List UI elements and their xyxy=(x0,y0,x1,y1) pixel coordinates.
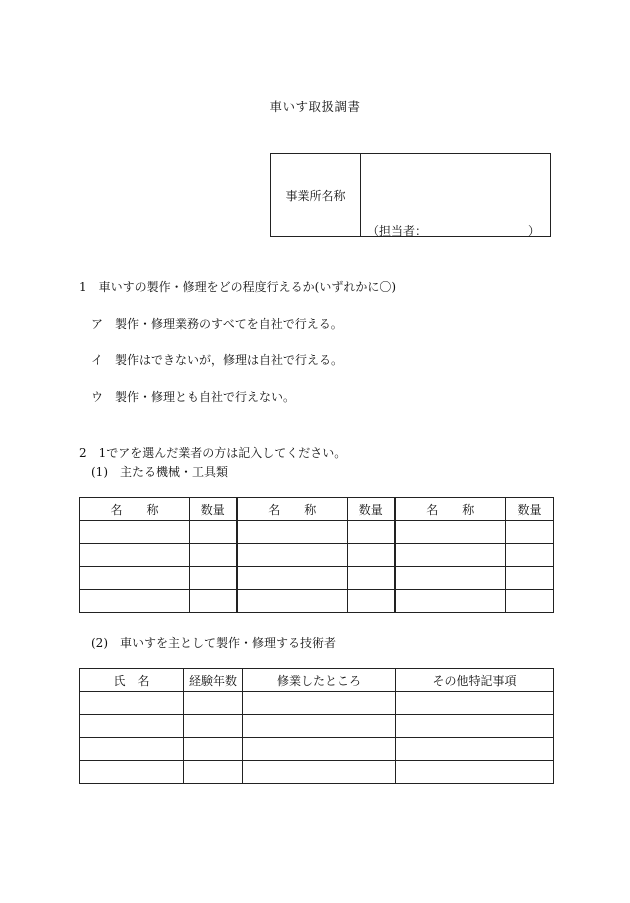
person-in-charge-label: （担当者： xyxy=(367,224,428,238)
table-cell[interactable] xyxy=(396,738,554,761)
table-cell[interactable] xyxy=(237,567,348,590)
section2-heading: 2 1でアを選んだ業者の方は記入してください。 xyxy=(79,446,347,460)
table-row xyxy=(80,738,554,761)
column-header: その他特記事項 xyxy=(396,669,554,692)
table-cell[interactable] xyxy=(395,567,506,590)
table-cell[interactable] xyxy=(237,521,348,544)
table-cell[interactable] xyxy=(395,521,506,544)
section1-heading: 1 車いすの製作・修理をどの程度行えるか(いずれかに〇) xyxy=(79,280,397,294)
table-cell[interactable] xyxy=(190,590,237,613)
table-row xyxy=(80,761,554,784)
table-cell[interactable] xyxy=(396,692,554,715)
table-cell[interactable] xyxy=(506,567,554,590)
table-cell[interactable] xyxy=(190,567,237,590)
column-header: 数量 xyxy=(190,498,237,521)
section2-sub2-heading: (2) 車いすを主として製作・修理する技術者 xyxy=(91,636,336,650)
table-cell[interactable] xyxy=(243,738,396,761)
table-cell[interactable] xyxy=(80,738,184,761)
table-cell[interactable] xyxy=(184,715,243,738)
table-cell[interactable] xyxy=(184,738,243,761)
table-row xyxy=(80,544,554,567)
table-cell[interactable] xyxy=(396,761,554,784)
table-cell[interactable] xyxy=(395,590,506,613)
table-cell[interactable] xyxy=(80,544,190,567)
table-cell[interactable] xyxy=(190,521,237,544)
table-cell[interactable] xyxy=(80,521,190,544)
table-row xyxy=(80,715,554,738)
table-row xyxy=(80,567,554,590)
section1-option-i: イ 製作はできないが，修理は自社で行える。 xyxy=(91,353,344,367)
column-header: 名 称 xyxy=(80,498,190,521)
table-cell[interactable] xyxy=(348,567,395,590)
table-row xyxy=(80,692,554,715)
person-in-charge-close: ） xyxy=(527,224,540,238)
section2-sub1-heading: (1) 主たる機械・工具類 xyxy=(91,465,228,479)
table-cell[interactable] xyxy=(237,544,348,567)
column-header: 数量 xyxy=(506,498,554,521)
table-cell[interactable] xyxy=(184,761,243,784)
table-cell[interactable] xyxy=(506,521,554,544)
table-cell[interactable] xyxy=(506,544,554,567)
document-title: 車いす取扱調書 xyxy=(269,99,361,114)
table-header-row xyxy=(80,669,554,692)
table-cell[interactable] xyxy=(80,590,190,613)
table-header-row xyxy=(80,498,554,521)
table-row xyxy=(80,521,554,544)
table-cell[interactable] xyxy=(348,521,395,544)
table-row xyxy=(80,590,554,613)
column-header: 修業したところ xyxy=(243,669,396,692)
table-cell[interactable] xyxy=(80,715,184,738)
table-cell[interactable] xyxy=(184,692,243,715)
column-header: 名 称 xyxy=(237,498,348,521)
table-cell[interactable] xyxy=(243,692,396,715)
table-cell[interactable] xyxy=(80,692,184,715)
office-name-box xyxy=(270,153,551,237)
technicians-table xyxy=(79,668,554,784)
machines-tools-table xyxy=(79,497,554,613)
table-cell[interactable] xyxy=(348,544,395,567)
table-cell[interactable] xyxy=(237,590,348,613)
table-cell[interactable] xyxy=(80,761,184,784)
table-cell[interactable] xyxy=(395,544,506,567)
section1-option-a: ア 製作・修理業務のすべてを自社で行える。 xyxy=(91,317,343,331)
table-cell[interactable] xyxy=(396,715,554,738)
table-cell[interactable] xyxy=(243,761,396,784)
table-cell[interactable] xyxy=(506,590,554,613)
section1-option-u: ウ 製作・修理とも自社で行えない。 xyxy=(91,390,296,404)
table-cell[interactable] xyxy=(190,544,237,567)
column-header: 氏 名 xyxy=(80,669,184,692)
column-header: 数量 xyxy=(348,498,395,521)
table-cell[interactable] xyxy=(80,567,190,590)
office-name-label: 事業所名称 xyxy=(271,154,361,236)
table-cell[interactable] xyxy=(243,715,396,738)
column-header: 名 称 xyxy=(395,498,506,521)
table-cell[interactable] xyxy=(348,590,395,613)
column-header: 経験年数 xyxy=(184,669,243,692)
